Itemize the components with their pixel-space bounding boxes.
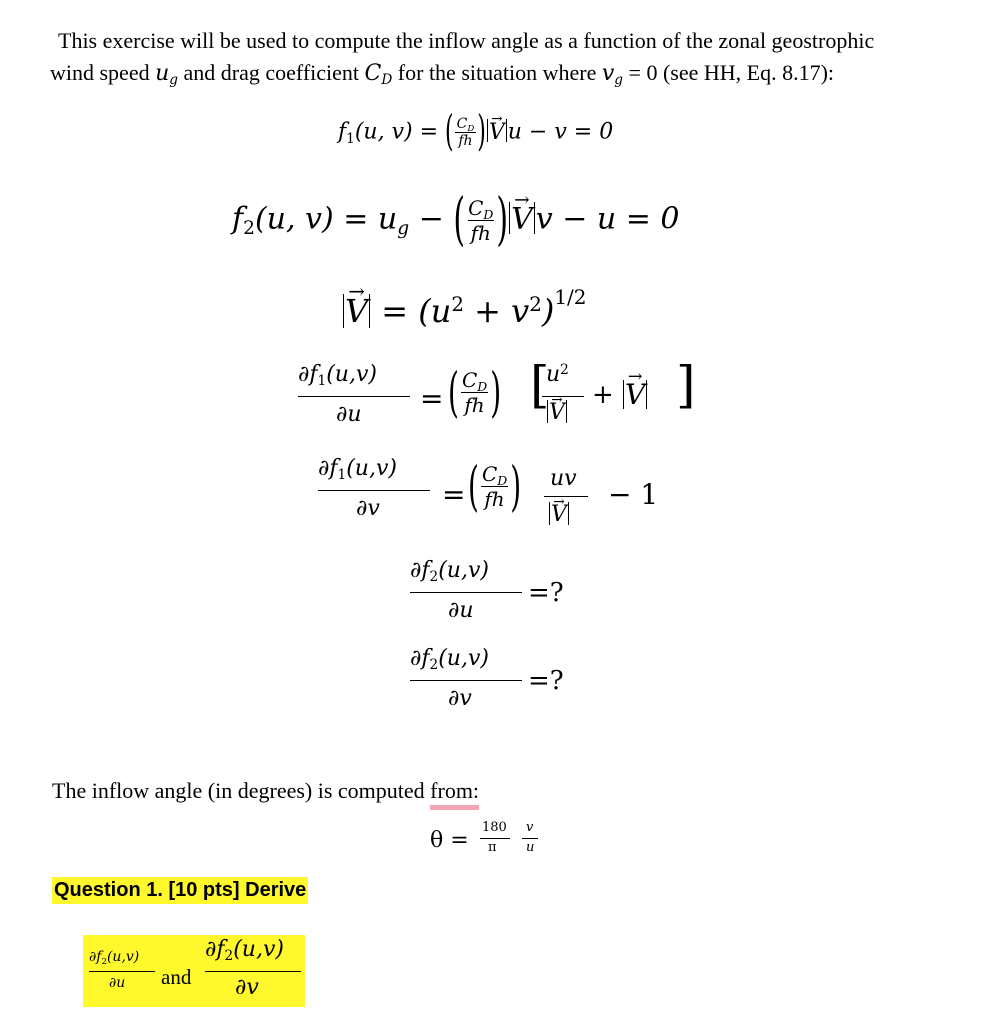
intro-line-2: wind speed ug and drag coefficient CD for the situation where vg = 0 (see HH, Eq. 8.17):	[50, 60, 835, 89]
equation-vmag: → $V = (u^2 + v^2)^{1/2}$	[342, 292, 587, 330]
equation-f2: f2(u, v) = ug − ( $\frac{CD}{fh}$ )→ V v − u = 0	[232, 196, 680, 245]
equation-theta: θ = 180 π v u	[430, 818, 560, 862]
from-word: from:	[430, 776, 479, 806]
equation-df1-dv: ∂f1(u,v) ∂v = ( $\frac{CD}{fh}$ ) uv → V − 1	[318, 456, 718, 536]
spellcheck-underline	[430, 805, 479, 810]
question-label: Question 1. [10 pts] Derive	[52, 877, 308, 904]
inflow-sentence: The inflow angle (in degrees) is computed from:	[52, 776, 479, 806]
equation-df1-du: ∂f1(u,v) ∂u = ( $\frac{CD}{fh}$ ) [ $u^2$ → V + → V ]	[298, 362, 728, 432]
equation-df2-dv: ∂f2(u,v) ∂v =?	[410, 646, 564, 711]
cd-symbol: CD	[364, 61, 393, 89]
question-derivatives: ∂f2(u,v) ∂u and ∂f2(u,v) ∂v	[83, 935, 305, 1007]
equation-f1: f1(u, v) = ( $\frac{CD}{fh}$ )→ V u − v = 0	[338, 116, 613, 149]
ug-symbol: ug	[155, 61, 178, 89]
equation-df2-du: ∂f2(u,v) ∂u =?	[410, 558, 564, 623]
vg-symbol: vg	[601, 61, 624, 89]
intro-line-1: This exercise will be used to compute the inflow angle as a function of the zonal geostrophic	[58, 28, 875, 53]
